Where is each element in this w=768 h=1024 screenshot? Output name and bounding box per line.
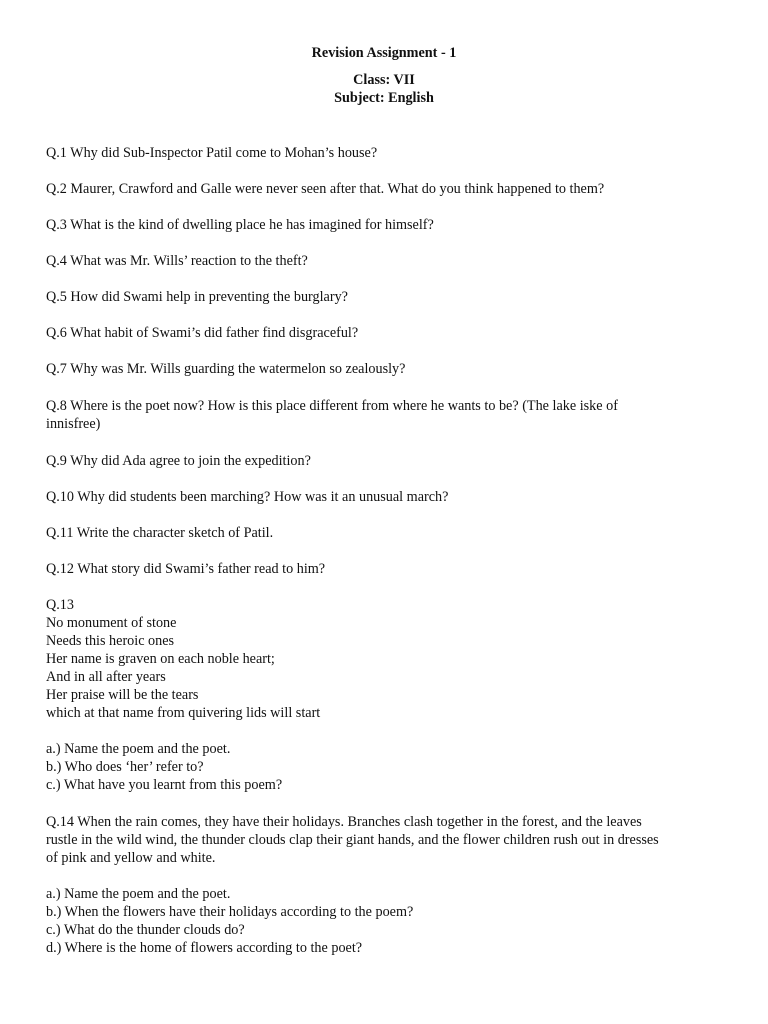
question-12: Q.12 What story did Swami’s father read to him? [46,561,326,577]
poem-line: which at that name from quivering lids will start [46,705,321,721]
page-title: Revision Assignment - 1 [311,45,457,61]
sub-question: c.) What have you learnt from this poem? [46,777,283,793]
sub-question: a.) Name the poem and the poet. [46,886,231,902]
question-10: Q.10 Why did students been marching? How was it an unusual march? [46,489,449,505]
question-3: Q.3 What is the kind of dwelling place he has imagined for himself? [46,217,434,233]
question-1: Q.1 Why did Sub-Inspector Patil come to Mohan’s house? [46,145,378,161]
question-9: Q.9 Why did Ada agree to join the expedition? [46,453,311,469]
question-8-continued: innisfree) [46,416,101,432]
question-4: Q.4 What was Mr. Wills’ reaction to the theft? [46,253,308,269]
question-5: Q.5 How did Swami help in preventing the burglary? [46,289,348,305]
sub-question: b.) When the flowers have their holidays according to the poem? [46,904,414,920]
sub-question: b.) Who does ‘her’ refer to? [46,759,204,775]
poem-line: Her praise will be the tears [46,687,199,703]
question-2: Q.2 Maurer, Crawford and Galle were never seen after that. What do you think happened to them? [46,181,605,197]
question-14-passage-line: of pink and yellow and white. [46,850,216,866]
question-14-passage-line: rustle in the wild wind, the thunder clouds clap their giant hands, and the flower children rush out in dresses [46,832,659,848]
poem-line: And in all after years [46,669,166,685]
question-11: Q.11 Write the character sketch of Patil. [46,525,274,541]
poem-line: Her name is graven on each noble heart; [46,651,275,667]
sub-question: a.) Name the poem and the poet. [46,741,231,757]
poem-line: No monument of stone [46,615,177,631]
sub-question: d.) Where is the home of flowers according to the poet? [46,940,363,956]
question-7: Q.7 Why was Mr. Wills guarding the watermelon so zealously? [46,361,406,377]
question-8: Q.8 Where is the poet now? How is this place different from where he wants to be? (The lake iske of [46,398,618,414]
question-14-passage-line: Q.14 When the rain comes, they have their holidays. Branches clash together in the forest, and the leaves [46,814,642,830]
question-13-label: Q.13 [46,597,74,613]
subject-label: Subject: English [334,90,434,106]
poem-line: Needs this heroic ones [46,633,175,649]
sub-question: c.) What do the thunder clouds do? [46,922,245,938]
question-6: Q.6 What habit of Swami’s did father find disgraceful? [46,325,359,341]
class-label: Class: VII [353,72,415,88]
